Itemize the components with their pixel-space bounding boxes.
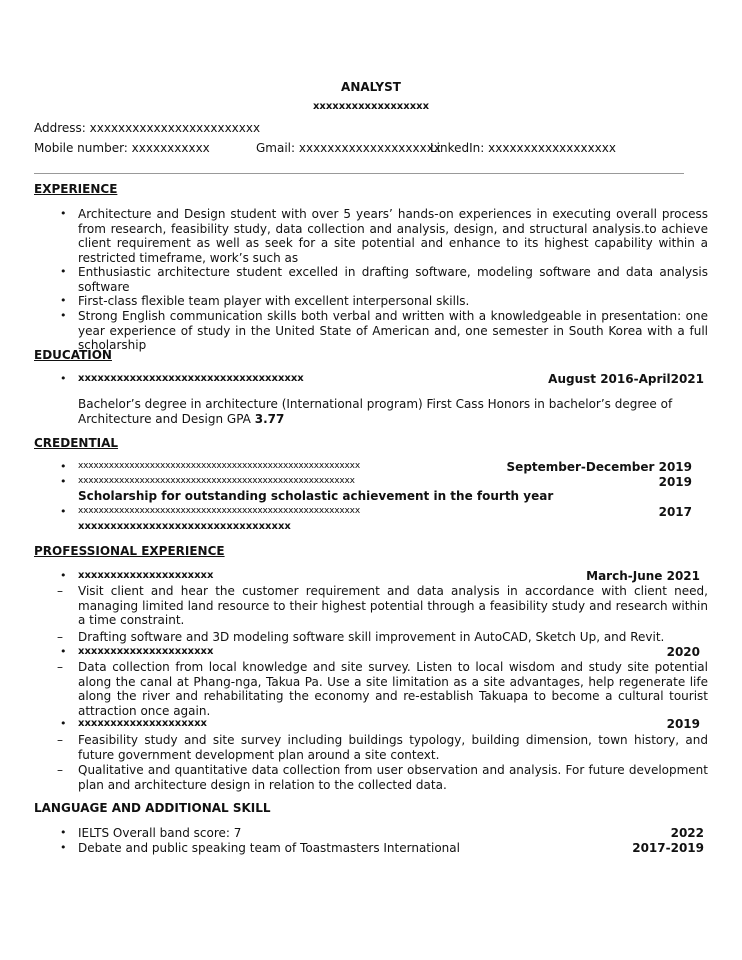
experience-heading: EXPERIENCE — [34, 182, 118, 196]
language-date: 2017-2019 — [632, 841, 704, 855]
dash-icon: – — [57, 630, 63, 644]
bullet-icon: • — [60, 372, 67, 385]
job-date: March-June 2021 — [586, 569, 700, 583]
job-detail: Visit client and hear the customer requirement and data analysis in accordance with client need, managing limited land resource to their highest potential through a feasibility study and research within a time constraint. — [78, 584, 708, 628]
bullet-icon: • — [60, 460, 67, 473]
job-org: xxxxxxxxxxxxxxxxxxxxx — [78, 570, 214, 581]
bullet-icon: • — [60, 265, 67, 278]
header-divider — [34, 173, 684, 174]
bullet-icon: • — [60, 717, 67, 730]
experience-item: Enthusiastic architecture student excelled in drafting software, modeling software and data analysis software — [78, 265, 708, 294]
bullet-icon: • — [60, 841, 67, 854]
education-description: Bachelor’s degree in architecture (International program) First Cass Honors in bachelor’s degree of Architecture and Design GPA 3.77 — [78, 397, 673, 426]
language-date: 2022 — [670, 826, 704, 840]
address: Address: xxxxxxxxxxxxxxxxxxxxxxxx — [34, 121, 261, 135]
bullet-icon: • — [60, 569, 67, 582]
credential-heading: CREDENTIAL — [34, 436, 119, 450]
education-dates: August 2016-April2021 — [548, 372, 704, 386]
dash-icon: – — [57, 660, 63, 674]
bullet-icon: • — [60, 294, 67, 307]
credential-date: 2019 — [658, 475, 692, 489]
credential-item: xxxxxxxxxxxxxxxxxxxxxxxxxxxxxxxxxxxxxxxxxxxxxxxxxxxxxxx — [78, 506, 360, 516]
job-date: 2019 — [666, 717, 700, 731]
credential-date: 2017 — [658, 505, 692, 519]
job-detail: Drafting software and 3D modeling software skill improvement in AutoCAD, Sketch Up, and Revit. — [78, 630, 665, 644]
credential-sub: Scholarship for outstanding scholastic achievement in the fourth year — [78, 489, 554, 503]
gmail: Gmail: xxxxxxxxxxxxxxxxxxxx — [256, 141, 441, 155]
credential-sub: xxxxxxxxxxxxxxxxxxxxxxxxxxxxxxxxx — [78, 521, 291, 532]
bullet-icon: • — [60, 826, 67, 839]
candidate-name: xxxxxxxxxxxxxxxxxx — [312, 101, 430, 112]
job-org: xxxxxxxxxxxxxxxxxxxxx — [78, 646, 214, 657]
education-gpa: 3.77 — [254, 411, 285, 426]
professional-heading: PROFESSIONAL EXPERIENCE — [34, 544, 225, 558]
experience-item: Strong English communication skills both verbal and written with a knowledgeable in presentation: one year experience of study in the United State of American and, one semester in South Korea with a full scholarship — [78, 309, 708, 353]
language-item: IELTS Overall band score: 7 — [78, 826, 242, 840]
mobile-number: Mobile number: xxxxxxxxxxx — [34, 141, 210, 155]
bullet-icon: • — [60, 645, 67, 658]
credential-date: September-December 2019 — [506, 460, 692, 474]
education-heading: EDUCATION — [34, 348, 112, 362]
credential-item: xxxxxxxxxxxxxxxxxxxxxxxxxxxxxxxxxxxxxxxxxxxxxxxxxxxxxxx — [78, 461, 360, 471]
job-detail: Feasibility study and site survey including buildings typology, building dimension, town history, and future government development plan around a site context. — [78, 733, 708, 762]
bullet-icon: • — [60, 505, 67, 518]
education-school: xxxxxxxxxxxxxxxxxxxxxxxxxxxxxxxxxxx — [78, 373, 304, 384]
bullet-icon: • — [60, 475, 67, 488]
resume-title: ANALYST — [341, 80, 401, 94]
linkedin: LinkedIn: xxxxxxxxxxxxxxxxxx — [430, 141, 616, 155]
job-detail: Data collection from local knowledge and site survey. Listen to local wisdom and study site potential along the canal at Phang-nga, Takua Pa. Use a site limitation as a site advantages, help regenerate life along the river and rehabilitating the economy and re-establish Takuapa to become a cultural tourist attraction once again. — [78, 660, 708, 718]
job-date: 2020 — [666, 645, 700, 659]
experience-item: First-class flexible team player with excellent interpersonal skills. — [78, 294, 470, 308]
job-detail: Qualitative and quantitative data collection from user observation and analysis. For future development plan and architecture design in relation to the collected data. — [78, 763, 708, 792]
experience-item: Architecture and Design student with over 5 years’ hands-on experiences in executing overall process from research, feasibility study, data collection and analysis, design, and structural analysis.to achieve client requirement as well as seek for a site potential and enhance to its highest capability within a restricted timeframe, work’s such as — [78, 207, 708, 265]
dash-icon: – — [57, 584, 63, 598]
language-item: Debate and public speaking team of Toastmasters International — [78, 841, 460, 855]
job-org: xxxxxxxxxxxxxxxxxxxx — [78, 718, 208, 729]
bullet-icon: • — [60, 309, 67, 322]
credential-item: xxxxxxxxxxxxxxxxxxxxxxxxxxxxxxxxxxxxxxxxxxxxxxxxxxxxxx — [78, 476, 355, 486]
dash-icon: – — [57, 763, 63, 777]
bullet-icon: • — [60, 207, 67, 220]
language-heading: LANGUAGE AND ADDITIONAL SKILL — [34, 801, 271, 815]
dash-icon: – — [57, 733, 63, 747]
